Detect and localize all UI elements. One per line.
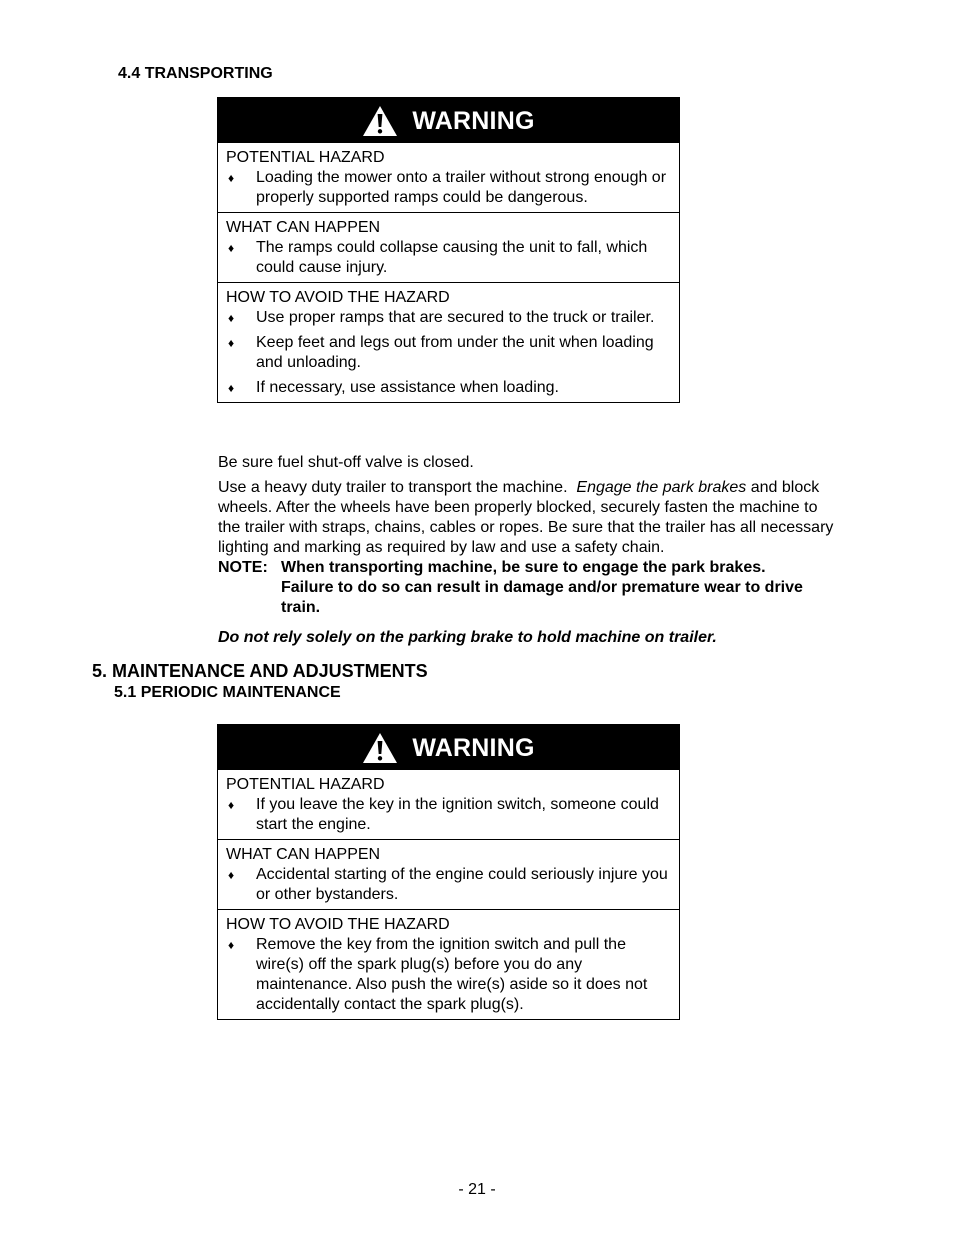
- warning-triangle-icon: [362, 732, 398, 764]
- warning-title: WARNING: [412, 106, 535, 135]
- list-item: ♦ The ramps could collapse causing the unit to fall, which could cause injury.: [228, 239, 648, 276]
- warning-box-maintenance: [217, 724, 680, 1020]
- diamond-bullet-icon: ♦: [228, 336, 235, 350]
- page-number: - 21 -: [458, 1181, 496, 1198]
- section-title: POTENTIAL HAZARD: [226, 149, 385, 166]
- warning-section-how-to-avoid: [218, 909, 679, 1019]
- list-item: ♦ Accidental starting of the engine could seriously injure you or other bystanders.: [228, 866, 668, 903]
- diamond-bullet-icon: ♦: [228, 868, 235, 882]
- note-block: [218, 558, 840, 618]
- list-item: ♦ If necessary, use assistance when loading.: [228, 379, 559, 396]
- note-text: When transporting machine, be sure to engage the park brakes. Failure to do so can result in damage and/or premature wear to drive train.: [281, 559, 803, 616]
- section-title: HOW TO AVOID THE HAZARD: [226, 916, 450, 933]
- note-label: NOTE:: [218, 559, 268, 576]
- warning-section-how-to-avoid: [218, 282, 679, 402]
- diamond-bullet-icon: ♦: [228, 171, 235, 185]
- fuel-valve-text: Be sure fuel shut-off valve is closed.: [218, 454, 474, 471]
- list-item: ♦ Remove the key from the ignition switch and pull the wire(s) off the spark plug(s) before you do any maintenance. Also push the wire(s) aside so it does not accidentally contact the spark plug(s).: [228, 936, 648, 1013]
- warning-header: [218, 725, 679, 770]
- list-item: ♦ Keep feet and legs out from under the unit when loading and unloading.: [228, 334, 654, 371]
- warning-section-what-can-happen: [218, 839, 679, 909]
- warning-section-what-can-happen: [218, 212, 679, 282]
- list-item: ♦ Loading the mower onto a trailer without strong enough or properly supported ramps could be dangerous.: [228, 169, 667, 206]
- park-brake-emphasis: Engage the park brakes: [576, 479, 747, 496]
- warning-header: [218, 98, 679, 143]
- trailer-paragraph: Use a heavy duty trailer to transport the machine. Engage the park brakes and block wheels. After the wheels have been properly blocked, securely fasten the machine to the trailer with straps, chains, cables or ropes. Be sure that the trailer has all necessary lighting and marking as required by law and use a safety chain.: [218, 479, 834, 556]
- warning-section-potential-hazard: [218, 770, 679, 839]
- warning-title: WARNING: [412, 733, 535, 762]
- warning-section-potential-hazard: [218, 143, 679, 212]
- section-title: HOW TO AVOID THE HAZARD: [226, 289, 450, 306]
- section-title: WHAT CAN HAPPEN: [226, 846, 381, 863]
- subsection-heading-periodic-maintenance: 5.1 PERIODIC MAINTENANCE: [114, 684, 341, 701]
- list-item: ♦ If you leave the key in the ignition switch, someone could start the engine.: [228, 796, 659, 833]
- diamond-bullet-icon: ♦: [228, 938, 235, 952]
- diamond-bullet-icon: ♦: [228, 241, 235, 255]
- list-item: ♦ Use proper ramps that are secured to the truck or trailer.: [228, 309, 655, 326]
- diamond-bullet-icon: ♦: [228, 798, 235, 812]
- diamond-bullet-icon: ♦: [228, 381, 235, 395]
- section-heading-transporting: 4.4 TRANSPORTING: [118, 65, 273, 82]
- parking-brake-warning: Do not rely solely on the parking brake to hold machine on trailer.: [218, 629, 717, 646]
- section-title: POTENTIAL HAZARD: [226, 776, 385, 793]
- diamond-bullet-icon: ♦: [228, 311, 235, 325]
- warning-triangle-icon: [362, 105, 398, 137]
- section-title: WHAT CAN HAPPEN: [226, 219, 381, 236]
- warning-box-transport: [217, 97, 680, 403]
- section-heading-maintenance: 5. MAINTENANCE AND ADJUSTMENTS: [92, 661, 428, 681]
